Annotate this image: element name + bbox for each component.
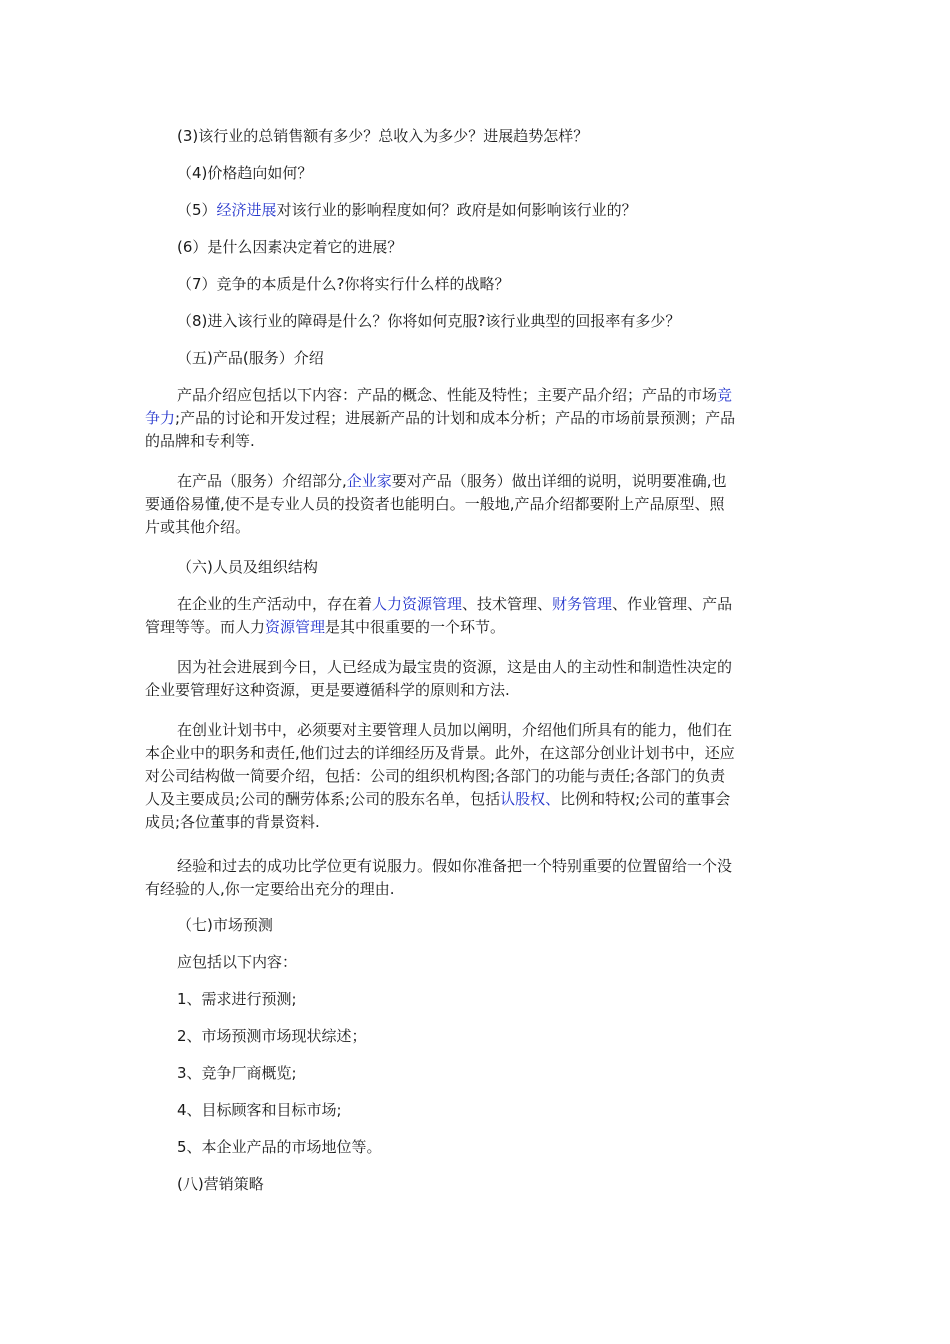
section-8-heading: (八)营销策略 bbox=[177, 1175, 264, 1193]
link-hr-management[interactable]: 人力资源管理 bbox=[372, 595, 463, 613]
item-3: (3)该行业的总销售额有多少？总收入为多少？进展趋势怎样？ bbox=[177, 127, 589, 145]
link-economic-development[interactable]: 经济进展 bbox=[216, 201, 277, 219]
list-item: 2、市场预测市场现状综述； bbox=[177, 1027, 367, 1045]
section-7-intro: 应包括以下内容： bbox=[177, 953, 298, 971]
item-5: （5）经济进展对该行业的影响程度如何？政府是如何影响该行业的？ bbox=[177, 201, 637, 219]
section-6-paragraph-2: 因为社会进展到今日，人已经成为最宝贵的资源，这是由人的主动性和制造性决定的 企业要管理好这种资源，更是要遵循科学的原则和方法. bbox=[145, 658, 733, 699]
link-resource-management[interactable]: 资源管理 bbox=[265, 618, 326, 636]
item-4: （4)价格趋向如何？ bbox=[177, 164, 313, 182]
list-item: 4、目标顾客和目标市场; bbox=[177, 1101, 342, 1119]
link-entrepreneur[interactable]: 企业家 bbox=[346, 472, 392, 490]
link-stock-options[interactable]: 认股权、 bbox=[500, 790, 561, 808]
section-6-paragraph-3: 在创业计划书中，必须要对主要管理人员加以阐明，介绍他们所具有的能力，他们在 本企业中的职务和责任,他们过去的详细经历及背景。此外，在这部分创业计划书中，还应 对公司结构做一简要介绍，包括：公司的组织机构图;各部门的功能与责任;各部门的负责 人及主要成员;公司的酬劳体系;公司的股东名单，包括认股权、比例和特权;公司的董事会 成员;各位董事的背景资料. bbox=[145, 721, 735, 831]
section-6-paragraph-1: 在企业的生产活动中，存在着人力资源管理、技术管理、财务管理、作业管理、产品 管理等等。而人力资源管理是其中很重要的一个环节。 bbox=[145, 595, 733, 636]
link-competitiveness[interactable]: 竞 bbox=[717, 386, 733, 404]
list-item: 1、需求进行预测; bbox=[177, 990, 297, 1008]
section-5-paragraph-1: 产品介绍应包括以下内容：产品的概念、性能及特性；主要产品介绍；产品的市场竞 争力;产品的讨论和开发过程；进展新产品的计划和成本分析；产品的市场前景预测；产品 的品牌和专利等. bbox=[145, 386, 736, 450]
section-5-heading: （五)产品(服务）介绍 bbox=[177, 349, 324, 367]
link-competitiveness-cont[interactable]: 争力 bbox=[145, 409, 176, 427]
item-6: (6）是什么因素决定着它的进展？ bbox=[177, 238, 403, 256]
list-item: 5、本企业产品的市场地位等。 bbox=[177, 1138, 382, 1156]
item-8: （8)进入该行业的障碍是什么？你将如何克服?该行业典型的回报率有多少？ bbox=[177, 312, 681, 330]
list-item: 3、竞争厂商概览; bbox=[177, 1064, 297, 1082]
item-7: （7）竞争的本质是什么?你将实行什么样的战略？ bbox=[177, 275, 510, 293]
link-financial-management[interactable]: 财务管理 bbox=[552, 595, 613, 613]
section-5-paragraph-2: 在产品（服务）介绍部分,企业家要对产品（服务）做出详细的说明，说明要准确,也 要通俗易懂,使不是专业人员的投资者也能明白。一般地,产品介绍都要附上产品原型、照 片或其他介绍。 bbox=[145, 472, 727, 536]
section-7-heading: （七)市场预测 bbox=[177, 916, 273, 934]
section-6-heading: （六)人员及组织结构 bbox=[177, 558, 318, 576]
section-6-paragraph-4: 经验和过去的成功比学位更有说服力。假如你准备把一个特别重要的位置留给一个没 有经验的人,你一定要给出充分的理由. bbox=[145, 857, 733, 898]
